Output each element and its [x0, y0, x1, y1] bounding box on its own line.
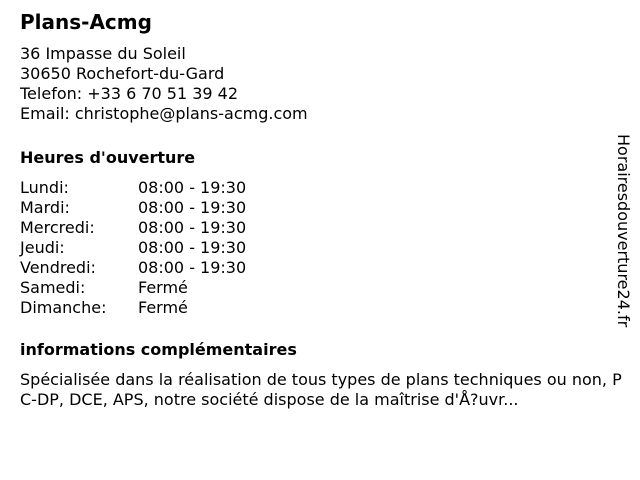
hours-day: Mardi: [20, 198, 70, 217]
hours-row [20, 178, 620, 198]
hours-row [20, 258, 620, 278]
hours-day: Dimanche: [20, 298, 107, 317]
info-description: Spécialisée dans la réalisation de tous types de plans techniques ou non, PC-DP, DCE, APS, notre société dispose de la maîtrise d'Å?uvr... [20, 370, 622, 409]
business-card [20, 10, 620, 410]
hours-row [20, 298, 620, 318]
hours-day: Jeudi: [20, 238, 65, 257]
hours-row [20, 238, 620, 258]
hours-value: 08:00 - 19:30 [138, 258, 247, 277]
hours-day: Vendredi: [20, 258, 96, 277]
business-name: Plans-Acmg [20, 10, 152, 34]
site-watermark: Horairesdouverture24.fr [614, 134, 633, 328]
hours-title: Heures d'ouverture [20, 148, 196, 167]
hours-list [20, 178, 620, 318]
hours-row [20, 198, 620, 218]
hours-value: Fermé [138, 278, 188, 297]
hours-day: Mercredi: [20, 218, 95, 237]
phone-line: Telefon: +33 6 70 51 39 42 [20, 84, 239, 103]
hours-row [20, 218, 620, 238]
info-title: informations complémentaires [20, 340, 297, 359]
hours-day: Samedi: [20, 278, 86, 297]
hours-value: 08:00 - 19:30 [138, 238, 247, 257]
hours-value: 08:00 - 19:30 [138, 178, 247, 197]
hours-value: Fermé [138, 298, 188, 317]
email-line: Email: christophe@plans-acmg.com [20, 104, 308, 123]
address-line-1: 36 Impasse du Soleil [20, 44, 186, 63]
hours-value: 08:00 - 19:30 [138, 198, 247, 217]
hours-value: 08:00 - 19:30 [138, 218, 247, 237]
hours-day: Lundi: [20, 178, 69, 197]
address-line-2: 30650 Rochefort-du-Gard [20, 64, 225, 83]
hours-row [20, 278, 620, 298]
